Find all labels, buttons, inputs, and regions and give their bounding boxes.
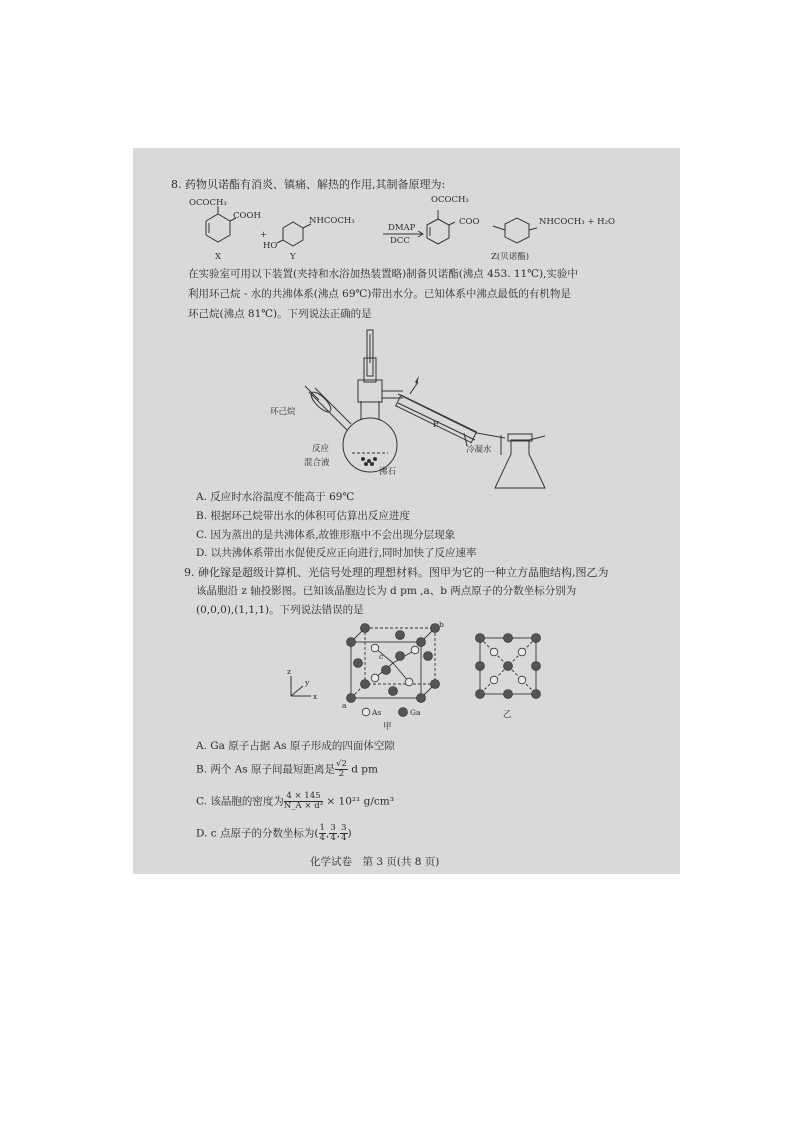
axis-z-label: z: [287, 667, 291, 676]
legend-as: As: [372, 708, 382, 717]
label-cyclohexane: 环己烷: [270, 407, 296, 417]
frac-num: 1: [319, 823, 325, 833]
q8-option-b: B. 根据环己烷带出水的体积可估算出反应进度: [196, 510, 410, 522]
figure-jia-label: 甲: [383, 722, 392, 732]
q9-option-c-pre: C. 该晶胞的密度为: [196, 795, 284, 808]
reagent-dcc: DCC: [390, 236, 410, 246]
coord-x: [319, 824, 326, 843]
frac-den: 4: [341, 832, 347, 843]
label-mix-1: 反应: [312, 444, 330, 454]
y-nhcoch3: NHCOCH₃: [309, 216, 355, 226]
q9-stem-2: 该晶胞沿 z 轴投影图。已知该晶胞边长为 d pm ,a、b 两点原子的分数坐标分别为: [196, 585, 577, 597]
q9-option-b-post: d pm: [351, 763, 378, 776]
point-a-label: a: [342, 701, 347, 710]
y-ho: HO: [263, 241, 278, 251]
frac-num: 3: [341, 823, 347, 833]
sqrt2-over-2: [335, 760, 348, 779]
q9-option-c-post: × 10²¹ g/cm³: [326, 795, 394, 808]
q9-option-b: [196, 760, 378, 779]
legend-ga: Ga: [410, 708, 421, 717]
reagent-dmap: DMAP: [388, 223, 416, 233]
q9-stem-3: (0,0,0),(1,1,1)。下列说法错误的是: [196, 604, 364, 616]
q9-stem-1: 9. 砷化镓是超级计算机、光信号处理的理想材料。图甲为它的一种立方晶胞结构,图乙为: [184, 566, 609, 579]
coord-y: [329, 824, 336, 843]
frac-den: 4: [330, 832, 336, 843]
label-cooling-water: 冷凝水: [466, 445, 492, 455]
axis-x-label: x: [313, 692, 318, 701]
q8-option-a: A. 反应时水浴温度不能高于 69℃: [196, 491, 355, 503]
q9-option-d: D. c 点原子的分数坐标为( $\frac{1}{4}$ , $\frac{3}{4}$ , $\frac{3}{4}$ ): [196, 823, 352, 843]
q8-para-2: 利用环己烷 - 水的共沸体系(沸点 69℃)带出水分。已知体系中沸点最低的有机物是: [188, 288, 571, 300]
plus-sign: +: [260, 230, 268, 240]
q8-option-d: D. 以共沸体系带出水促使反应正向进行,同时加快了反应速率: [196, 547, 477, 559]
q8-stem: 8. 药物贝诺酯有消炎、镇痛、解热的作用,其制备原理为:: [171, 178, 446, 191]
frac-num: 3: [330, 823, 336, 833]
z-coo: COO: [459, 217, 480, 227]
exam-page: [133, 148, 680, 874]
density-fraction: [284, 792, 323, 811]
frac-den: 2: [338, 768, 345, 779]
frac-den: N_A × d³: [283, 800, 324, 811]
z-tail: NHCOCH₃ + H₂O: [539, 217, 615, 227]
q9-option-d-pre: D. c 点原子的分数坐标为(: [196, 827, 319, 840]
q8-para-3: 环己烷(沸点 81℃)。下列说法正确的是: [188, 308, 372, 320]
coord-z: [340, 824, 347, 843]
label-y: Y: [290, 252, 296, 262]
axis-y-label: y: [305, 678, 310, 687]
label-x: X: [215, 252, 222, 262]
q9-option-d-post: ): [347, 827, 352, 840]
q8-para-1: 在实验室可用以下装置(夹持和水浴加热装置略)制备贝诺酯(沸点 453. 11℃),实验中: [188, 268, 578, 280]
q9-option-b-pre: B. 两个 As 原子间最短距离是: [196, 763, 336, 776]
frac-num: 4 × 145: [284, 792, 323, 802]
q9-option-a: A. Ga 原子占据 As 原子形成的四面体空隙: [196, 740, 395, 752]
label-z: Z(贝诺酯): [491, 252, 530, 262]
point-b-label: b: [439, 620, 444, 629]
crystal-cell-figures: [133, 148, 680, 708]
figure-yi-label: 乙: [503, 710, 512, 720]
point-c-label: c: [379, 652, 384, 661]
label-mix-2: 混合液: [304, 458, 330, 468]
z-ococh3: OCOCH₃: [431, 195, 469, 205]
frac-den: 4: [319, 832, 325, 843]
frac-num: √2: [336, 759, 347, 769]
q8-option-c: C. 因为蒸出的是共沸体系,故锥形瓶中不会出现分层现象: [196, 529, 456, 541]
x-cooh: COOH: [233, 211, 261, 221]
label-f: F: [433, 420, 439, 430]
x-ococh3: OCOCH₃: [189, 198, 227, 208]
label-boiling-stone: 沸石: [379, 467, 397, 477]
page-footer: 化学试卷 第 3 页(共 8 页): [310, 856, 440, 868]
q9-option-c: [196, 792, 394, 811]
